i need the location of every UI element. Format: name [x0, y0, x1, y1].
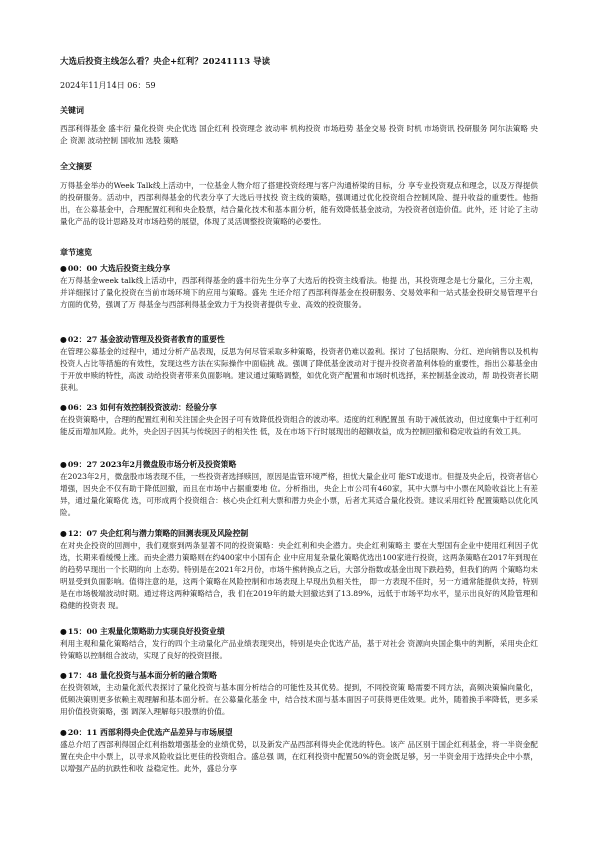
bullet-icon: ●: [60, 264, 67, 273]
chapter-item: [60, 670, 538, 718]
chapter-title: ●09：27 2023年2月微盘股市场分析及投资策略: [60, 460, 237, 469]
chapter-body: 在投资领域，主动量化派代表探讨了量化投资与基本面分析结合的可能性及其优势。提到，不同投资策 略需要不同方法，高频决策偏向量化，低频决策则更多依赖主观理解和基本面分析。在公募量化基金 中，结合技术面与基本面因子可获得更佳效果。此外，随着换手率降低，更多采用价值投资策略，强 调深入理解每只股票的价值。: [60, 683, 538, 716]
chapter-body: 在2023年2月，微盘股市场表现不佳，一些投资者选择赎回，原因是监管环境严格，担忧大量企业可 能ST或退市。但提及央企后，投资者信心增强，因央企不仅有助于降低回撤，而且在市场中占据重要地 位。分析指出，央企上市公司有460家，其中大票与中小票在风险收益比上有差异，通过量化策略优 选，可形成两个投资组合：核心央企红利大票和潜力央企小票，后者尤其适合量化投资。建议采用红铃 配置策略以优化风险。: [60, 472, 538, 517]
chapter-item: [60, 626, 538, 662]
chapter-item: [60, 528, 538, 612]
chapter-item: [60, 402, 538, 438]
chapter-title: ●15：00 主观量化策略助力实现良好投资业绩: [60, 627, 225, 636]
chapter-body: 利用主观和量化策略结合，发行的四个主动量化产品业绩表现突出，特别是央企优选产品，基于对社会 资源向央国企集中的判断，采用央企红铃策略以控制组合波动，实现了良好的投资回报。: [60, 639, 538, 660]
chapter-item: [60, 263, 538, 311]
chapter-body: 在对央企投资的回测中，我们观察到两条显著不同的投资策略：央企红利和央企潜力。央企红利策略主 要在大型国有企业中使用红利因子优选，长期来看缓慢上涨。而央企潜力策略则在约400家中小国有企 业中应用复杂量化策略优选出100家进行投资，这两条策略在2017年到现在的趋势早现出一个长期的向 上态势。特别是在2021年2月份，市场牛熊转换点之后，大部分指数或基金出现下跌趋势，但我们的两 个策略均未明显受到负面影响。值得注意的是，这两个策略在风险控制和市场表现上早现出负相关性， 即一方表现不佳时，另一方通常能提供支持，特别是在市场极端波动时期。通过将这两种策略结合，我 们在2019年的最大回撤达到了13.89%，远低于市场平均水平，显示出良好的风险管理和稳健的投资表 现。: [60, 541, 538, 610]
chapter-body: 在万得基金week talk线上活动中，西部利得基金的盛丰衍先生分享了大选后的投资主线看法。他提 出，其投资理念是七分量化，三分主观，并详细探讨了量化投资在当前市场环境下的应用与策略。盛先 生还介绍了西部利得基金在投研服务、交易效率和一站式基金投研交易管理平台方面的优势，强调了万 得基金与西部利得基金致力于为投资者提供专业、高效的投资服务。: [60, 276, 538, 309]
bullet-icon: ●: [60, 728, 67, 737]
chapter-title: ●20：11 西部利得央企优选产品差异与市场展望: [60, 728, 233, 737]
chapter-body: 在管理公募基金的过程中，通过分析产品表现，反思为何尽管采取多种策略，投资者仍难以盈利。探讨 了包括限购、分红、逆向销售以及机构投资人占比等措施的有效性，发现这些方法在实际操作中面临挑 战。强调了降低基金波动对于提升投资者盈利体验的重要性，指出公募基金由于开放申赎的特性，高波 动给投资者带来负面影响。建议通过策略调整，如优化资产配置和市场时机选择，来控制基金波动，帮 助投资者长期获利。: [60, 347, 539, 392]
summary-text: 万得基金举办的Week Talk线上活动中，一位基金人物介绍了搭建投资经理与客户沟通桥梁的目标，分 享专业投资观点和理念，以及万得提供的投研服务。活动中，西部利得基金的代表分享了大选后寻找投 资主线的策略，强调通过优化投资组合控制风险、提升收益的重要性。他指出，在公募基金中，合理配置红利和央企股票，结合量化技术和基本面分析，能有效降低基金波动，为投资者创造价值。此外，还 讨论了主动量化产品的设计思路及对市场趋势的展望，体现了灵活调整投资策略的必要性。: [60, 181, 538, 226]
bullet-icon: ●: [60, 335, 67, 344]
bullet-icon: ●: [60, 671, 67, 680]
bullet-icon: ●: [60, 627, 67, 636]
publish-date: 2024年11月14日 06：59: [60, 81, 156, 90]
chapter-item: [60, 727, 538, 775]
chapters-heading: 章节速览: [60, 247, 92, 257]
chapter-item: [60, 459, 538, 519]
document-title: 大选后投资主线怎么看？央企+红利？20241113 导读: [60, 56, 271, 66]
chapter-title: ●12：07 央企红利与潜力策略的回测表现及风险控制: [60, 529, 249, 538]
chapter-title: ●17：48 量化投资与基本面分析的融合策略: [60, 671, 217, 680]
keywords-heading: 关键词: [60, 105, 84, 115]
chapter-item: [60, 334, 538, 394]
summary-heading: 全文摘要: [60, 161, 92, 171]
bullet-icon: ●: [60, 460, 67, 469]
chapter-body: 盛总介绍了西部利得国企红利指数增强基金的业绩优势，以及新发产品西部利得央企优选的特色。该产 品区别于国企红利基金，将一半资金配置在央企中小票上，以寻求风险收益比更佳的投资组合。盛总强 调，在红利投资中配置50%的资金既足够，另一半资金用于选择央企中小票，以增强产品的抗跌性和收 益稳定性。此外，盛总分享: [60, 740, 538, 773]
chapter-title: ●06：23 如何有效控制投资波动：经验分享: [60, 403, 217, 412]
keywords-text: 西部利得基金 盛丰衍 量化投资 央企优选 国企红利 投资理念 波动率 机构投资 市场趋势 基金交易 投资 时机 市场资讯 投研服务 阿尔法策略 央企 资源 波动控制 国收加 选股 策略: [60, 124, 538, 145]
chapter-body: 在投资策略中，合理的配置红利和关注国企央企因子可有效降低投资组合的波动率。适度的红利配置虽 有助于减低波动，但过度集中于红利可能反而增加风险。此外，央企因子因其与传统因子的相关性 低，及在市场下行时展现出的超额收益，成为控制回撤和稳定收益的有效工具。: [60, 415, 538, 436]
chapter-title: ●00：00 大选后投资主线分享: [60, 264, 171, 273]
chapter-title: ●02：27 基金波动管理及投资者教育的重要性: [60, 335, 225, 344]
bullet-icon: ●: [60, 403, 67, 412]
bullet-icon: ●: [60, 529, 67, 538]
